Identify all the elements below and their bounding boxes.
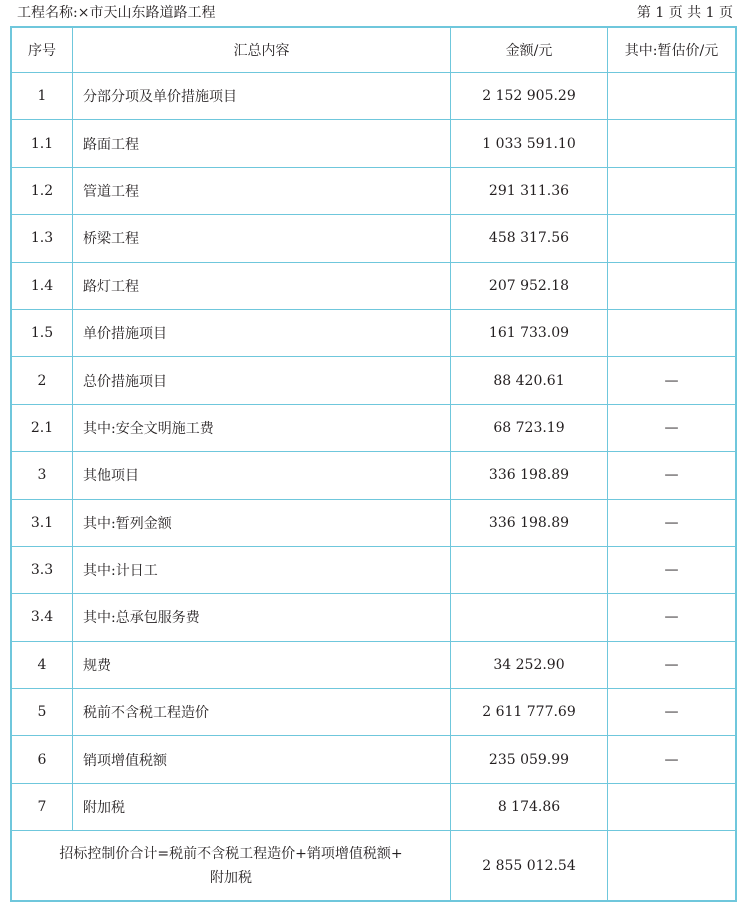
table-row — [12, 357, 736, 404]
row-item: 分部分项及单价措施项目 — [73, 73, 451, 120]
table-row — [12, 641, 736, 688]
row-number: 1.5 — [12, 309, 73, 356]
row-item: 路灯工程 — [73, 262, 451, 309]
row-provisional: — — [608, 404, 736, 451]
column-header-item: 汇总内容 — [73, 28, 451, 73]
table-row — [12, 546, 736, 593]
cost-summary-table — [11, 27, 736, 901]
row-provisional: — — [608, 499, 736, 546]
row-item: 路面工程 — [73, 120, 451, 167]
row-number: 7 — [12, 783, 73, 830]
row-amount: 336 198.89 — [451, 452, 608, 499]
row-provisional: — — [608, 594, 736, 641]
total-label — [12, 831, 451, 901]
row-item: 销项增值税额 — [73, 736, 451, 783]
row-amount: 88 420.61 — [451, 357, 608, 404]
row-item: 总价措施项目 — [73, 357, 451, 404]
row-number: 3.4 — [12, 594, 73, 641]
row-item: 其他项目 — [73, 452, 451, 499]
row-provisional: — — [608, 641, 736, 688]
total-row — [12, 831, 736, 901]
row-number: 3.3 — [12, 546, 73, 593]
row-amount — [451, 546, 608, 593]
row-amount: 8 174.86 — [451, 783, 608, 830]
row-amount: 291 311.36 — [451, 167, 608, 214]
row-provisional: — — [608, 736, 736, 783]
row-amount: 2 611 777.69 — [451, 689, 608, 736]
row-item: 其中:安全文明施工费 — [73, 404, 451, 451]
table-row — [12, 404, 736, 451]
row-number: 1.4 — [12, 262, 73, 309]
column-header-amount: 金额/元 — [451, 28, 608, 73]
table-row — [12, 594, 736, 641]
table-row — [12, 736, 736, 783]
row-amount: 1 033 591.10 — [451, 120, 608, 167]
row-amount: 161 733.09 — [451, 309, 608, 356]
row-amount: 458 317.56 — [451, 215, 608, 262]
column-header-provisional: 其中:暂估价/元 — [608, 28, 736, 73]
table-header-row — [12, 28, 736, 73]
row-number: 1.2 — [12, 167, 73, 214]
row-item: 税前不含税工程造价 — [73, 689, 451, 736]
row-amount: 235 059.99 — [451, 736, 608, 783]
row-item: 其中:计日工 — [73, 546, 451, 593]
row-amount: 34 252.90 — [451, 641, 608, 688]
row-provisional: — — [608, 689, 736, 736]
row-provisional: — — [608, 357, 736, 404]
table-row — [12, 783, 736, 830]
column-header-no: 序号 — [12, 28, 73, 73]
project-name: 工程名称:×市天山东路道路工程 — [17, 5, 216, 21]
row-number: 1.1 — [12, 120, 73, 167]
row-item: 其中:总承包服务费 — [73, 594, 451, 641]
row-amount: 336 198.89 — [451, 499, 608, 546]
table-row — [12, 120, 736, 167]
row-item: 其中:暂列金额 — [73, 499, 451, 546]
row-item: 桥梁工程 — [73, 215, 451, 262]
total-provisional — [608, 831, 736, 901]
row-provisional: — — [608, 546, 736, 593]
row-number: 3.1 — [12, 499, 73, 546]
row-number: 1.3 — [12, 215, 73, 262]
table-row — [12, 689, 736, 736]
total-amount: 2 855 012.54 — [451, 831, 608, 901]
row-amount — [451, 594, 608, 641]
total-label-line1: 招标控制价合计=税前不含税工程造价+销项增值税额+ — [59, 845, 403, 862]
row-amount: 68 723.19 — [451, 404, 608, 451]
row-item: 单价措施项目 — [73, 309, 451, 356]
table-row — [12, 167, 736, 214]
total-label-line2: 附加税 — [210, 869, 252, 886]
table-row — [12, 262, 736, 309]
row-provisional — [608, 120, 736, 167]
document-header — [17, 0, 733, 24]
row-number: 4 — [12, 641, 73, 688]
table-row — [12, 215, 736, 262]
table-row — [12, 499, 736, 546]
row-number: 2.1 — [12, 404, 73, 451]
row-number: 2 — [12, 357, 73, 404]
row-number: 5 — [12, 689, 73, 736]
row-provisional: — — [608, 452, 736, 499]
table-row — [12, 452, 736, 499]
row-item: 规费 — [73, 641, 451, 688]
row-item: 附加税 — [73, 783, 451, 830]
row-provisional — [608, 73, 736, 120]
table-row — [12, 73, 736, 120]
row-provisional — [608, 309, 736, 356]
row-item: 管道工程 — [73, 167, 451, 214]
row-number: 1 — [12, 73, 73, 120]
row-amount: 207 952.18 — [451, 262, 608, 309]
row-provisional — [608, 167, 736, 214]
row-provisional — [608, 783, 736, 830]
row-provisional — [608, 262, 736, 309]
row-number: 6 — [12, 736, 73, 783]
row-amount: 2 152 905.29 — [451, 73, 608, 120]
row-provisional — [608, 215, 736, 262]
row-number: 3 — [12, 452, 73, 499]
page-indicator: 第 1 页 共 1 页 — [636, 5, 733, 21]
table-row — [12, 309, 736, 356]
